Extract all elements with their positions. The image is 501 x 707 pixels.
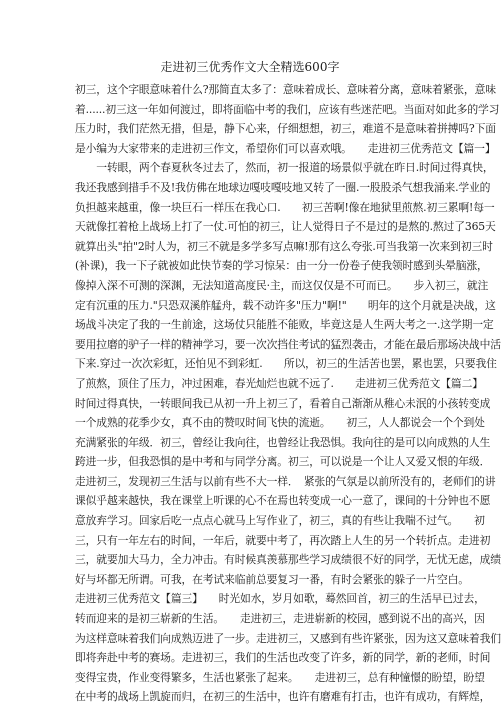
text-line: 跨进一步，但我恐惧的是中考和与同学分离。初三，可以说是一个让人又爱又恨的年级． — [75, 455, 491, 469]
text-line: 天就像扛着枪上战场上打了一仗.可怕的初三，让人觉得日子不是过的是熬的.熬过了365天 — [75, 220, 496, 234]
text-line: 三，只有一年左右的时间，一年后，就要中考了，再次踏上人生的另一个转折点。走进初 — [75, 533, 491, 547]
text-line: 是小编为大家带来的走进初三作文，希望你们可以喜欢哦。 走进初三优秀范文【篇一】 — [75, 141, 496, 155]
text-line: 下来.穿过一次次彩虹，还怕见不到彩虹. 所以，初三的生活苦也罢，累也罢，只要我住 — [75, 357, 497, 371]
text-line: 像掉入深不可测的深渊，无法知道高度民·主，而这仅仅是不可而已。 步入初三，就注 — [75, 278, 489, 292]
text-line: 我还我感到措手不及!我仿佛在地球边嘎吱嘎吱地又转了一圈.一股股杀气想我涌来.学业的 — [75, 180, 491, 194]
text-line: 转而迎来的是初三崭新的生活。 走进初三，走进崭新的校园，感到说不出的高兴，因 — [75, 612, 485, 626]
text-line: 充满紧张的年级．初三，曾经让我向往，也曾经让我恐惧。我向往的是可以向成熟的人生 — [75, 435, 491, 449]
text-line: 即将奔赴中考的赛场。走进初三，我们的生活也改变了许多，新的同学，新的老师，时间 — [75, 651, 491, 665]
text-line: 意放弃学习。回家后吃一点点心就马上写作业了，初三，真的有些让我喘不过气。 初 — [75, 514, 485, 528]
document-title: 走进初三优秀作文大全精选600字 — [160, 60, 340, 74]
text-line: 就算出头"拍"2时人为，初三不就是多学多写点嘛!那有这么夸张.可当我第一次来到初三时 — [75, 239, 493, 253]
text-line: 初三，这个字眼意味着什么?那简直太多了：意味着成长、意味着分离，意味着紧张，意味 — [75, 83, 496, 96]
document-body — [75, 80, 501, 707]
text-line: 三，就要加大马力，全力冲击。有时候真羡慕那些学习成绩很不好的同学，无忧无虑，成绩 — [75, 553, 501, 567]
text-line: 时间过得真快，一转眼间我已从初一升上初三了，看着自己渐渐从稚心未泯的小孩转变成 — [75, 396, 491, 410]
text-line: 压力时，我们茫然无措，但是，静下心来，仔细想想，初三，难道不是意味着拼搏吗?下面 — [75, 122, 496, 136]
text-line: 着......初三这一年如何渡过，即将面临中考的我们，应该有些迷茫吧。当面对如此多的学习 — [75, 102, 500, 116]
text-line: 在中考的战场上凯旋而归，在初三的生活中，也许有磨难有打击，也许有成功，有辉煌， — [75, 690, 491, 704]
text-line: 定有沉重的压力."只恐双溪舴艋舟，载不动许多"压力"啊!" 明年的这个月就是决战，这 — [75, 298, 496, 312]
text-line: 了煎熬，顶住了压力，冲过困难，春光灿烂也就不远了. 走进初三优秀范文【篇二】 — [75, 376, 483, 390]
text-line: 一转眼，两个春夏秋冬过去了，然而，初一报道的场景似乎就在昨日.时间过得真快， — [75, 161, 494, 175]
text-line: 为这样意味着我们向成熟迈进了一步。走进初三，又感到有些许紧张，因为这又意味着我们 — [75, 631, 501, 645]
text-line: 走进初三优秀范文【篇三】 时光如水，岁月如歌，蓦然回首，初三的生活早已过去， — [75, 592, 485, 606]
text-line: 一个成熟的花季少女，真不由的赞叹时间飞快的流逝。 初三，人人都说会一个个到处 — [75, 416, 485, 430]
text-line: 好与坏都无所谓。可我，在考试来临前总要复习一番，有时会紧张的躲子一片空白。 — [75, 572, 469, 586]
text-line: 要用拉磨的驴子一样的精神学习，要一次次挡住考试的猛烈袭击，才能在最后那场决战中活 — [75, 337, 501, 351]
text-line: 变得宝贵，作业变得繁多，生活也紧张了起来。 走进初三，总有种憧憬的盼望，盼望 — [75, 670, 485, 684]
text-line: 场战斗决定了我的一生前途，这场仗只能胜不能败，毕竟这是人生两大考之一.这学期一定 — [75, 318, 494, 332]
text-line: 走进初三，发现初三生活与以前有些不大一样． 紧张的气氛是以前所没有的，老师们的讲 — [75, 474, 496, 488]
text-line: 课似乎越来越快，我在课堂上听课的心不在焉也转变成一心一意了，课间的十分钟也不愿 — [75, 494, 491, 508]
text-line: 负担越来越重，像一块巨石一样压在我心口. 初三苦啊!像在地狱里煎熬.初三累啊!每一 — [75, 200, 495, 214]
text-line: (补课)，我一下子就被如此快节奏的学习惊呆：由一分一份卷子使我领时感到头晕脑涨， — [75, 259, 488, 273]
